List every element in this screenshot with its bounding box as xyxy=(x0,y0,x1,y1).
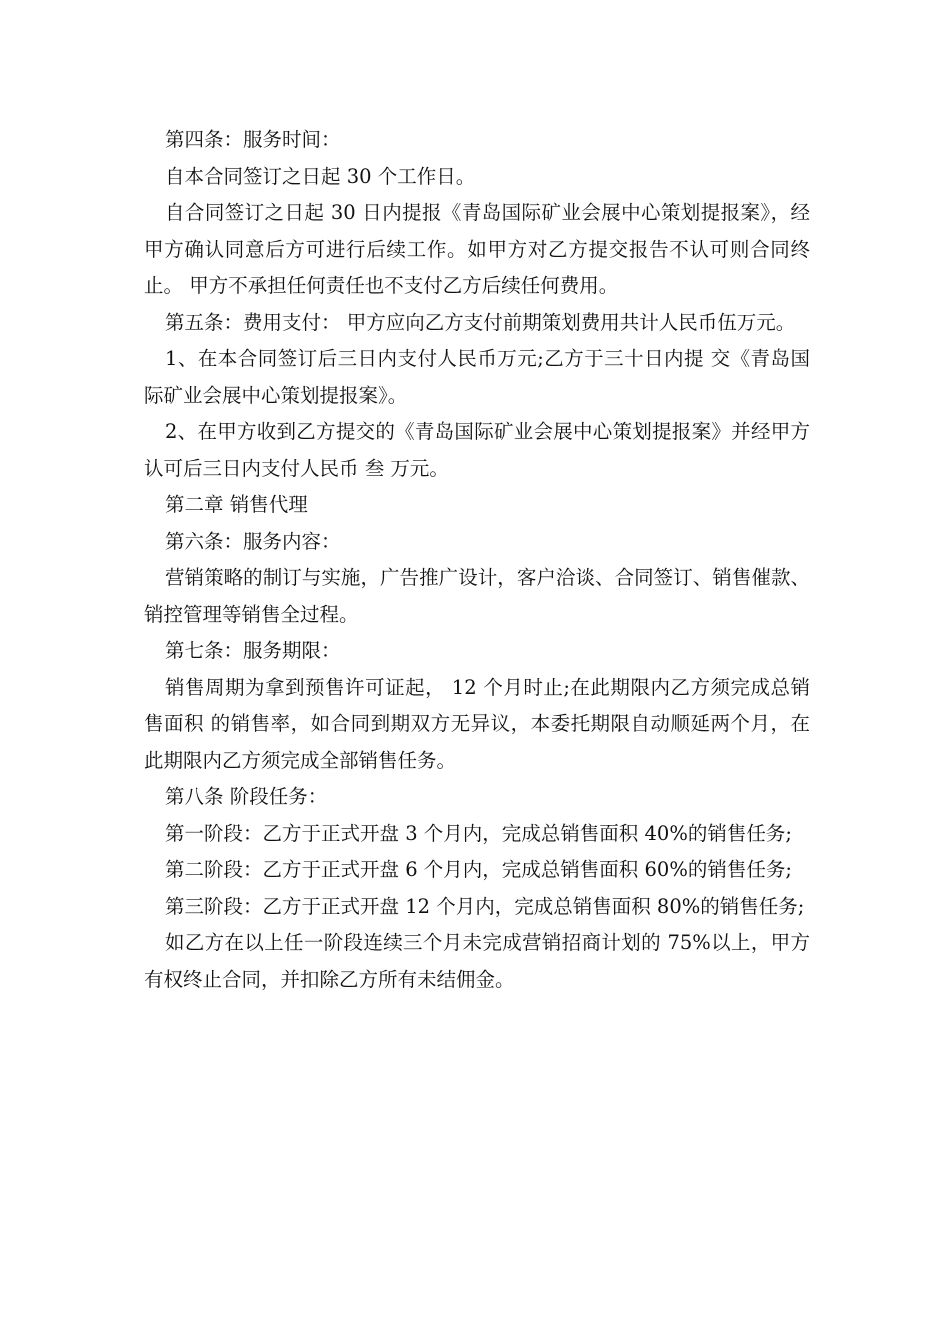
article-8-heading: 第八条 阶段任务： xyxy=(165,785,328,808)
article-7-content: 销售周期为拿到预售许可证起， 12 个月时止;在此期限内乙方须完成总销售面积 的销售率，如合同到期双方无异议，本委托期限自动顺延两个月，在此期限内乙方须完成全部销售任务。 xyxy=(144,675,810,772)
termination-clause: 如乙方在以上任一阶段连续三个月未完成营销招商计划的 75%以上，甲方有权终止合同，并扣除乙方所有未结佣金。 xyxy=(144,931,810,991)
article-5-payment: 第五条：费用支付： 甲方应向乙方支付前期策划费用共计人民币伍万元。 xyxy=(165,310,796,334)
article-5-item-2: 2、在甲方收到乙方提交的《青岛国际矿业会展中心策划提报案》并经甲方认可后三日内支付人民币 叁 万元。 xyxy=(144,420,810,480)
article-5-item-1: 1、在本合同签订后三日内支付人民币万元;乙方于三十日内提 交《青岛国际矿业会展中心策划提报案》。 xyxy=(144,347,810,407)
article-6-content: 营销策略的制订与实施，广告推广设计，客户洽谈、合同签订、销售催款、销控管理等销售全过程。 xyxy=(144,566,810,626)
stage-1-task: 第一阶段：乙方于正式开盘 3 个月内，完成总销售面积 40%的销售任务; xyxy=(165,821,792,845)
stage-2-task: 第二阶段：乙方于正式开盘 6 个月内，完成总销售面积 60%的销售任务; xyxy=(165,858,792,881)
article-4-heading: 第四条：服务时间： xyxy=(165,128,341,151)
article-4-proposal-terms: 自合同签订之日起 30 日内提报《青岛国际矿业会展中心策划提报案》，经甲方确认同意后方可进行后续工作。如甲方对乙方提交报告不认可则合同终止。 甲方不承担任何责任也不支付乙方后续任何费用。 xyxy=(144,201,810,297)
article-6-heading: 第六条：服务内容： xyxy=(165,529,341,553)
document-body xyxy=(144,122,810,998)
article-7-heading: 第七条：服务期限： xyxy=(165,639,341,662)
stage-3-task: 第三阶段：乙方于正式开盘 12 个月内，完成总销售面积 80%的销售任务; xyxy=(165,894,805,918)
article-4-duration: 自本合同签订之日起 30 个工作日。 xyxy=(165,164,476,188)
chapter-2-heading: 第二章 销售代理 xyxy=(165,493,308,516)
